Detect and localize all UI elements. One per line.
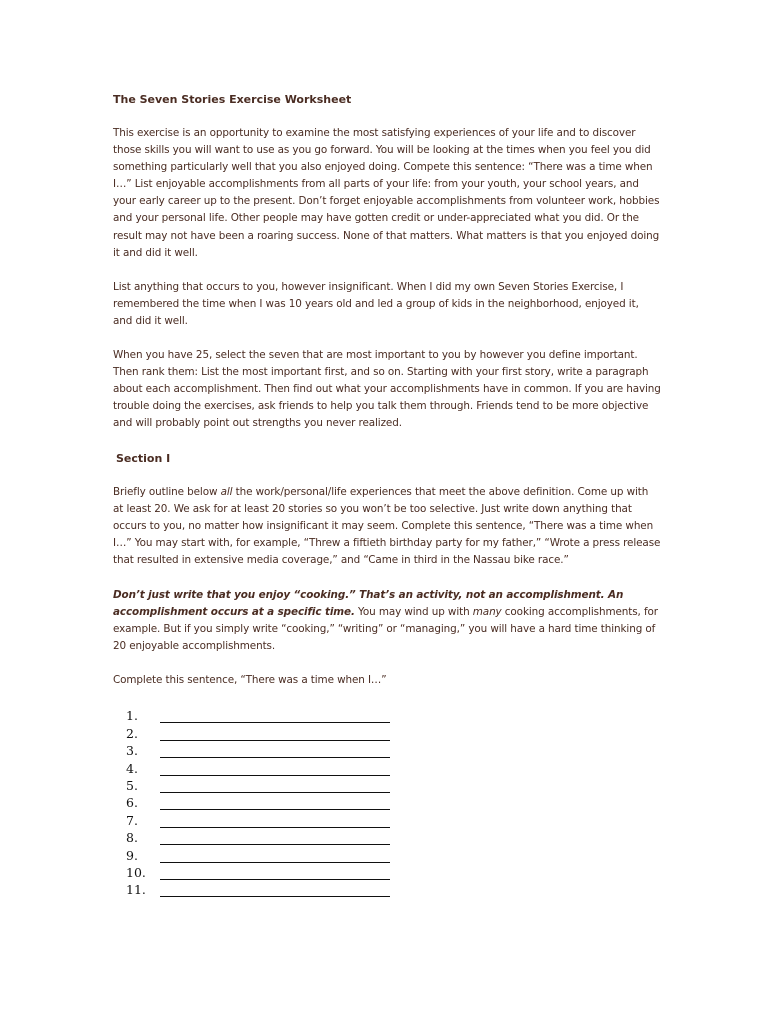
list-item xyxy=(126,741,390,758)
list-item xyxy=(126,828,390,845)
answer-blank-line[interactable] xyxy=(160,797,390,810)
list-number: 4. xyxy=(126,760,138,776)
section-italic-all: all xyxy=(220,486,233,498)
section-text-1: Briefly outline below xyxy=(113,486,221,498)
list-number: 7. xyxy=(126,812,138,828)
document-title: The Seven Stories Exercise Worksheet xyxy=(113,93,352,106)
list-number: 5. xyxy=(126,777,138,793)
list-item xyxy=(126,863,390,880)
list-number: 11. xyxy=(126,882,146,898)
answer-blank-line[interactable] xyxy=(160,745,390,758)
answer-blank-line[interactable] xyxy=(160,884,390,897)
list-number: 10. xyxy=(126,864,146,880)
answer-blank-line[interactable] xyxy=(160,832,390,845)
answer-blank-line[interactable] xyxy=(160,867,390,880)
cooking-italic-many: many xyxy=(472,606,502,619)
complete-sentence-prompt: Complete this sentence, “There was a time when I…” xyxy=(113,674,387,686)
list-number: 6. xyxy=(126,795,138,811)
list-number: 3. xyxy=(126,743,138,759)
answer-blank-line[interactable] xyxy=(160,780,390,793)
answer-blank-line[interactable] xyxy=(160,728,390,741)
answer-blank-line[interactable] xyxy=(160,763,390,776)
cooking-emphasis: Don’t just write that you enjoy “cooking.” That’s an activity, not an accomplishment. An accomplishment occurs at a specific time. xyxy=(113,589,624,619)
section-paragraph xyxy=(113,484,661,569)
list-number: 2. xyxy=(126,725,138,741)
answer-blank-line[interactable] xyxy=(160,850,390,863)
list-item xyxy=(126,793,390,810)
section-heading: Section I xyxy=(116,452,171,465)
paragraph-when-you-have-25: When you have 25, select the seven that are most important to you by however you define important. Then rank them: List the most important first, and so on. Starting with your first story, write a paragraph about each accomplishment. Then find out what your accomplishments have in common. If you are having trouble doing the exercises, ask friends to help you talk them through. Friends tend to be more objective and will probably point out strengths you never realized. xyxy=(113,349,661,430)
list-number: 9. xyxy=(126,847,138,863)
list-item xyxy=(126,880,390,897)
answer-list xyxy=(126,706,390,897)
list-item xyxy=(126,723,390,740)
list-item xyxy=(126,758,390,775)
cooking-text-1: You may wind up with xyxy=(354,606,473,619)
list-number: 8. xyxy=(126,830,138,846)
list-item xyxy=(126,706,390,723)
list-item xyxy=(126,845,390,862)
list-item xyxy=(126,810,390,827)
section-text-2: the work/personal/life experiences that meet the above definition. Come up with at least 20. We ask for at least 20 stories so you won’t be too selective. Just write down anything that occurs to you, no matter how insignificant it may seem. Complete this sentence, “There was a time when I…” You may start with, for example, “Threw a fiftieth birthday party for my father,” “Wrote a press release that resulted in extensive media coverage,” and “Came in third in the Nassau bike race.” xyxy=(113,486,661,567)
answer-blank-line[interactable] xyxy=(160,710,390,723)
cooking-paragraph xyxy=(113,587,661,655)
paragraph-list-anything: List anything that occurs to you, however insignificant. When I did my own Seven Stories Exercise, I remembered the time when I was 10 years old and led a group of kids in the neighborhood, enjoyed it, and did it well. xyxy=(113,281,639,328)
answer-blank-line[interactable] xyxy=(160,815,390,828)
cooking-text-2: cooking accomplishments, for example. But if you simply write “cooking,” “writing” or “managing,” you will have a hard time thinking of 20 enjoyable accomplishments. xyxy=(113,606,658,653)
intro-paragraph: This exercise is an opportunity to examine the most satisfying experiences of your life and to discover those skills you will want to use as you go forward. You will be looking at the times when you feel you did something particularly well that you also enjoyed doing. Compete this sentence: “There was a time when I…” List enjoyable accomplishments from all parts of your life: from your youth, your school years, and your early career up to the present. Don’t forget enjoyable accomplishments from volunteer work, hobbies and your personal life. Other people may have gotten credit or under-appreciated what you did. Or the result may not have been a roaring success. None of that matters. What matters is that you enjoyed doing it and did it well. xyxy=(113,127,660,259)
list-number: 1. xyxy=(126,708,138,724)
list-item xyxy=(126,776,390,793)
